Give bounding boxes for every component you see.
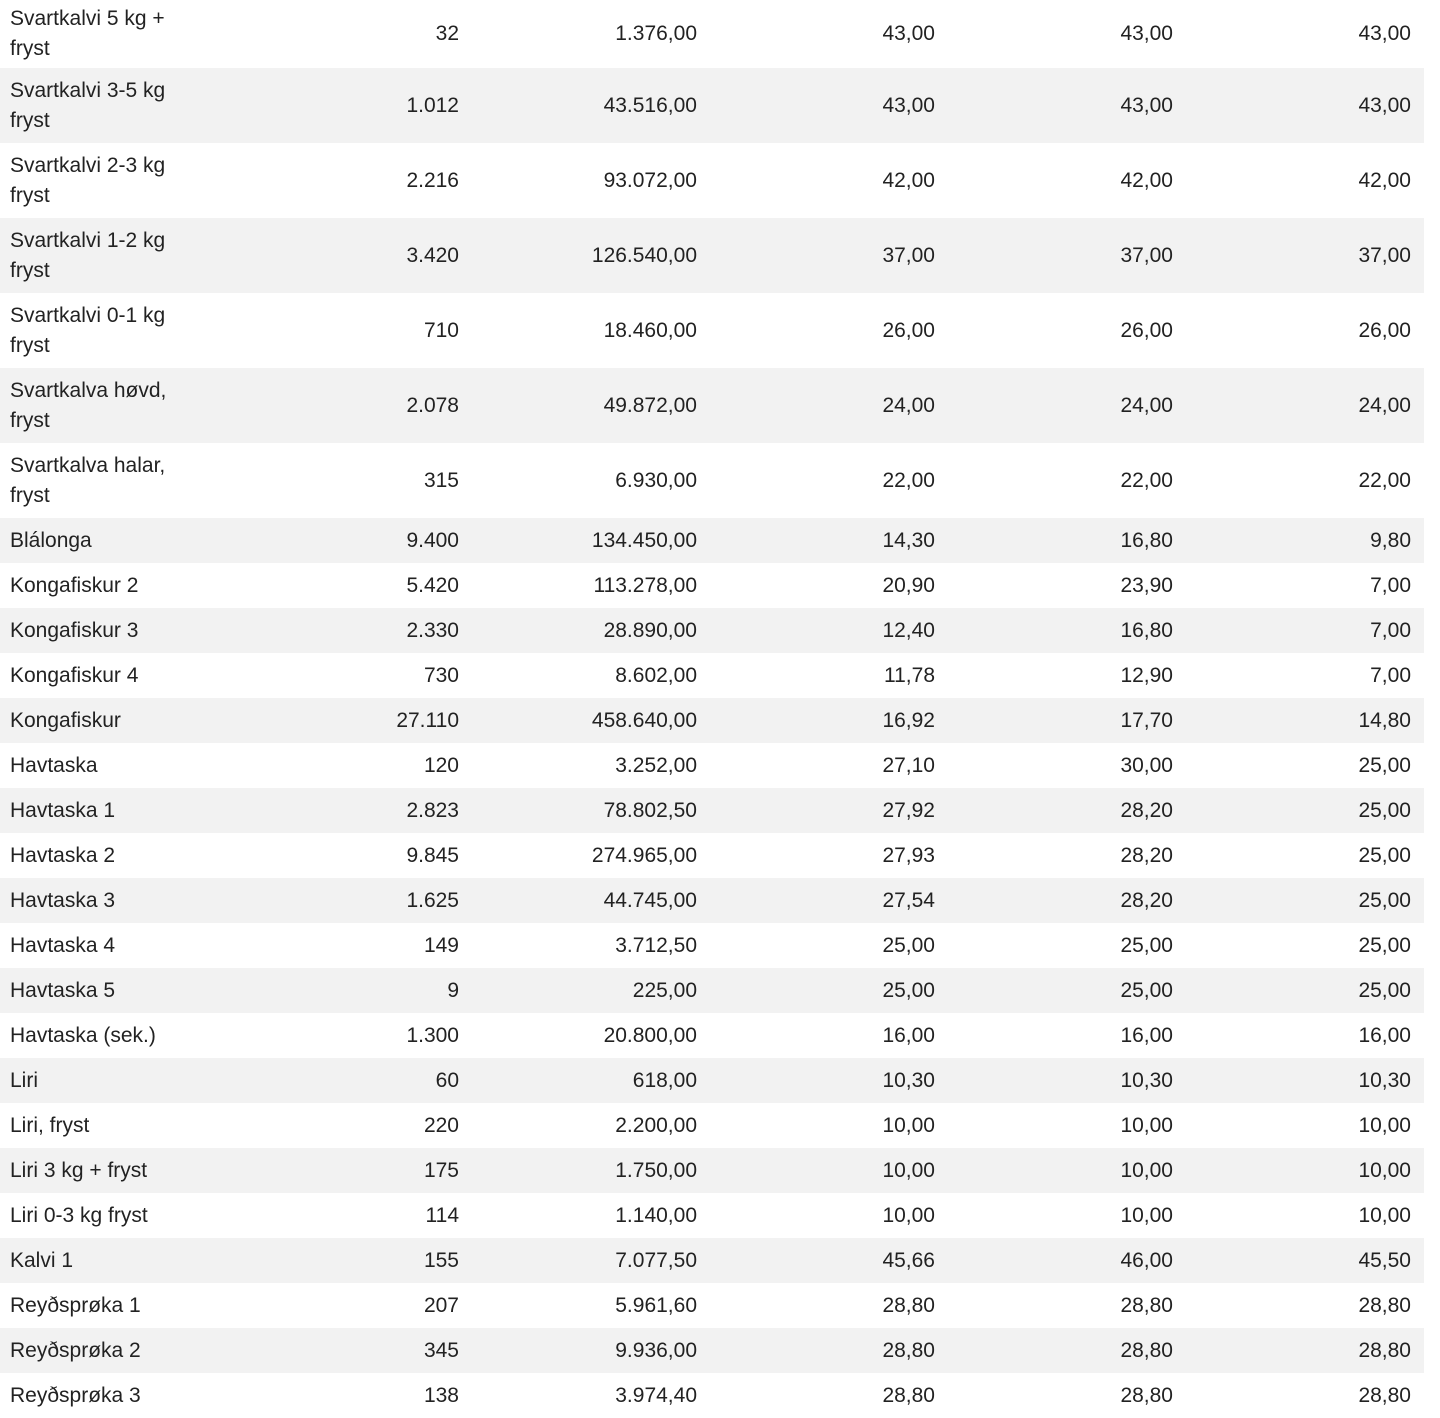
low-price-cell: 28,80 [1358,1293,1411,1317]
average-price-cell: 11,78 [884,663,935,687]
low-price-cell: 25,00 [1358,843,1411,867]
low-price-cell: 25,00 [1358,753,1411,777]
table-row [0,563,1424,608]
table-row [0,1193,1424,1238]
product-name-cell: Reyðsprøka 1 [10,1293,141,1317]
table-row [0,788,1424,833]
high-price-cell: 10,00 [1120,1113,1173,1137]
high-price-cell: 16,80 [1120,618,1173,642]
total-value-cell: 1.376,00 [615,22,697,45]
total-value-cell: 126.540,00 [591,243,697,267]
quantity-cell: 138 [423,1383,459,1407]
average-price-cell: 37,00 [882,243,935,267]
high-price-cell: 42,00 [1120,168,1173,192]
product-name-cell: Havtaska (sek.) [10,1023,156,1047]
quantity-cell: 32 [435,22,459,45]
total-value-cell: 618,00 [632,1068,697,1092]
total-value-cell: 3.252,00 [615,753,697,777]
quantity-cell: 9.400 [406,528,459,552]
high-price-cell: 43,00 [1120,93,1173,117]
table-row [0,923,1424,968]
product-name-cell: Svartkalvi 1-2 kg fryst [10,228,166,282]
total-value-cell: 7.077,50 [615,1248,697,1272]
total-value-cell: 3.712,50 [615,933,697,957]
total-value-cell: 78.802,50 [603,798,697,822]
high-price-cell: 43,00 [1120,22,1173,45]
quantity-cell: 2.823 [406,798,459,822]
table-row [0,1283,1424,1328]
quantity-cell: 5.420 [406,573,459,597]
product-name-cell: Liri 3 kg + fryst [10,1158,148,1182]
table-row [0,443,1424,518]
average-price-cell: 25,00 [882,978,935,1002]
product-name-cell: Liri [10,1068,39,1092]
average-price-cell: 24,00 [882,393,935,417]
total-value-cell: 20.800,00 [603,1023,697,1047]
total-value-cell: 1.140,00 [615,1203,697,1227]
quantity-cell: 2.216 [406,168,459,192]
high-price-cell: 10,30 [1120,1068,1173,1092]
product-name-cell: Havtaska 5 [10,978,116,1002]
product-name-cell: Kalvi 1 [10,1248,74,1272]
high-price-cell: 16,00 [1120,1023,1173,1047]
low-price-cell: 25,00 [1358,933,1411,957]
total-value-cell: 134.450,00 [591,528,697,552]
low-price-cell: 10,00 [1358,1203,1411,1227]
high-price-cell: 46,00 [1120,1248,1173,1272]
product-name-cell: Havtaska 2 [10,843,116,867]
high-price-cell: 25,00 [1120,978,1173,1002]
high-price-cell: 28,80 [1120,1338,1173,1362]
high-price-cell: 24,00 [1120,393,1173,417]
average-price-cell: 10,00 [882,1113,935,1137]
average-price-cell: 10,00 [882,1158,935,1182]
total-value-cell: 458.640,00 [591,708,697,732]
average-price-cell: 12,40 [882,618,935,642]
low-price-cell: 42,00 [1358,168,1411,192]
table-row [0,368,1424,443]
high-price-cell: 28,80 [1120,1293,1173,1317]
average-price-cell: 27,10 [882,753,935,777]
table-row [0,1058,1424,1103]
table-row [0,968,1424,1013]
table-row [0,743,1424,788]
high-price-cell: 10,00 [1120,1203,1173,1227]
table-row [0,0,1424,68]
low-price-cell: 28,80 [1358,1338,1411,1362]
low-price-cell: 9,80 [1370,528,1411,552]
low-price-cell: 7,00 [1370,663,1411,687]
average-price-cell: 10,00 [882,1203,935,1227]
table-row [0,653,1424,698]
low-price-cell: 37,00 [1358,243,1411,267]
product-name-cell: Kongafiskur 2 [10,573,139,597]
average-price-cell: 42,00 [882,168,935,192]
average-price-cell: 43,00 [882,22,935,45]
table-row [0,68,1424,143]
average-price-cell: 22,00 [882,468,935,492]
table-row [0,293,1424,368]
product-name-cell: Svartkalvi 3-5 kg fryst [10,78,166,132]
quantity-cell: 730 [423,663,459,687]
total-value-cell: 225,00 [632,978,697,1002]
low-price-cell: 7,00 [1370,573,1411,597]
average-price-cell: 27,93 [882,843,935,867]
low-price-cell: 10,30 [1358,1068,1411,1092]
total-value-cell: 43.516,00 [603,93,697,117]
table-row [0,608,1424,653]
quantity-cell: 315 [423,468,459,492]
table-row [0,218,1424,293]
quantity-cell: 9.845 [406,843,459,867]
quantity-cell: 710 [423,318,459,342]
low-price-cell: 43,00 [1358,22,1411,45]
high-price-cell: 28,20 [1120,798,1173,822]
average-price-cell: 10,30 [882,1068,935,1092]
average-price-cell: 14,30 [882,528,935,552]
average-price-cell: 28,80 [882,1338,935,1362]
quantity-cell: 114 [425,1203,459,1227]
quantity-cell: 9 [447,978,459,1002]
high-price-cell: 37,00 [1120,243,1173,267]
quantity-cell: 220 [423,1113,459,1137]
product-name-cell: Reyðsprøka 3 [10,1383,141,1407]
total-value-cell: 49.872,00 [603,393,697,417]
product-name-cell: Svartkalvi 0-1 kg fryst [10,303,166,357]
quantity-cell: 1.012 [406,93,459,117]
total-value-cell: 3.974,40 [615,1383,697,1407]
quantity-cell: 207 [423,1293,459,1317]
high-price-cell: 10,00 [1120,1158,1173,1182]
total-value-cell: 28.890,00 [603,618,697,642]
product-name-cell: Havtaska 4 [10,933,116,957]
table-row [0,833,1424,878]
quantity-cell: 149 [423,933,459,957]
high-price-cell: 28,20 [1120,888,1173,912]
table-row [0,1103,1424,1148]
total-value-cell: 2.200,00 [615,1113,697,1137]
product-name-cell: Kongafiskur [10,708,121,732]
product-name-cell: Liri 0-3 kg fryst [10,1203,148,1227]
quantity-cell: 1.625 [406,888,459,912]
low-price-cell: 10,00 [1358,1158,1411,1182]
low-price-cell: 26,00 [1358,318,1411,342]
average-price-cell: 16,92 [882,708,935,732]
quantity-cell: 155 [423,1248,459,1272]
average-price-cell: 43,00 [882,93,935,117]
average-price-cell: 26,00 [882,318,935,342]
total-value-cell: 274.965,00 [591,843,697,867]
high-price-cell: 26,00 [1120,318,1173,342]
total-value-cell: 8.602,00 [615,663,697,687]
quantity-cell: 120 [423,753,459,777]
low-price-cell: 28,80 [1358,1383,1411,1407]
product-name-cell: Svartkalva halar, fryst [10,453,166,507]
total-value-cell: 9.936,00 [615,1338,697,1362]
average-price-cell: 27,92 [882,798,935,822]
high-price-cell: 17,70 [1120,708,1173,732]
high-price-cell: 25,00 [1120,933,1173,957]
high-price-cell: 28,80 [1120,1383,1173,1407]
product-name-cell: Kongafiskur 3 [10,618,139,642]
low-price-cell: 25,00 [1358,888,1411,912]
product-name-cell: Svartkalvi 2-3 kg fryst [10,153,166,207]
total-value-cell: 113.278,00 [593,573,697,597]
total-value-cell: 93.072,00 [603,168,697,192]
average-price-cell: 16,00 [882,1023,935,1047]
average-price-cell: 28,80 [882,1383,935,1407]
table-row [0,143,1424,218]
product-name-cell: Blálonga [10,528,92,552]
quantity-cell: 3.420 [406,243,459,267]
table-row [0,878,1424,923]
low-price-cell: 25,00 [1358,798,1411,822]
total-value-cell: 1.750,00 [615,1158,697,1182]
quantity-cell: 60 [435,1068,459,1092]
low-price-cell: 22,00 [1358,468,1411,492]
quantity-cell: 175 [423,1158,459,1182]
quantity-cell: 2.078 [406,393,459,417]
low-price-cell: 14,80 [1358,708,1411,732]
table-row [0,1328,1424,1373]
total-value-cell: 18.460,00 [603,318,697,342]
average-price-cell: 28,80 [882,1293,935,1317]
average-price-cell: 27,54 [882,888,935,912]
quantity-cell: 345 [423,1338,459,1362]
table-row [0,1148,1424,1193]
high-price-cell: 12,90 [1120,663,1173,687]
product-name-cell: Liri, fryst [10,1113,90,1137]
quantity-cell: 1.300 [406,1023,459,1047]
low-price-cell: 10,00 [1358,1113,1411,1137]
high-price-cell: 16,80 [1120,528,1173,552]
low-price-cell: 45,50 [1358,1248,1411,1272]
low-price-cell: 24,00 [1358,393,1411,417]
table-row [0,518,1424,563]
high-price-cell: 22,00 [1120,468,1173,492]
low-price-cell: 25,00 [1358,978,1411,1002]
quantity-cell: 27.110 [396,708,459,732]
average-price-cell: 25,00 [882,933,935,957]
total-value-cell: 5.961,60 [615,1293,697,1317]
table-row [0,698,1424,743]
product-name-cell: Kongafiskur 4 [10,663,139,687]
quantity-cell: 2.330 [406,618,459,642]
product-name-cell: Havtaska [10,753,98,777]
average-price-cell: 45,66 [882,1248,935,1272]
high-price-cell: 30,00 [1120,753,1173,777]
product-name-cell: Svartkalva høvd, fryst [10,378,167,432]
average-price-cell: 20,90 [882,573,935,597]
product-name-cell: Reyðsprøka 2 [10,1338,141,1362]
table-row [0,1013,1424,1058]
low-price-cell: 7,00 [1370,618,1411,642]
product-name-cell: Havtaska 3 [10,888,116,912]
product-name-cell: Svartkalvi 5 kg + fryst [10,7,165,60]
product-name-cell: Havtaska 1 [10,798,116,822]
table-row [0,1238,1424,1283]
high-price-cell: 28,20 [1120,843,1173,867]
low-price-cell: 16,00 [1358,1023,1411,1047]
table-row [0,1373,1424,1418]
total-value-cell: 6.930,00 [615,468,697,492]
low-price-cell: 43,00 [1358,93,1411,117]
total-value-cell: 44.745,00 [603,888,697,912]
high-price-cell: 23,90 [1120,573,1173,597]
